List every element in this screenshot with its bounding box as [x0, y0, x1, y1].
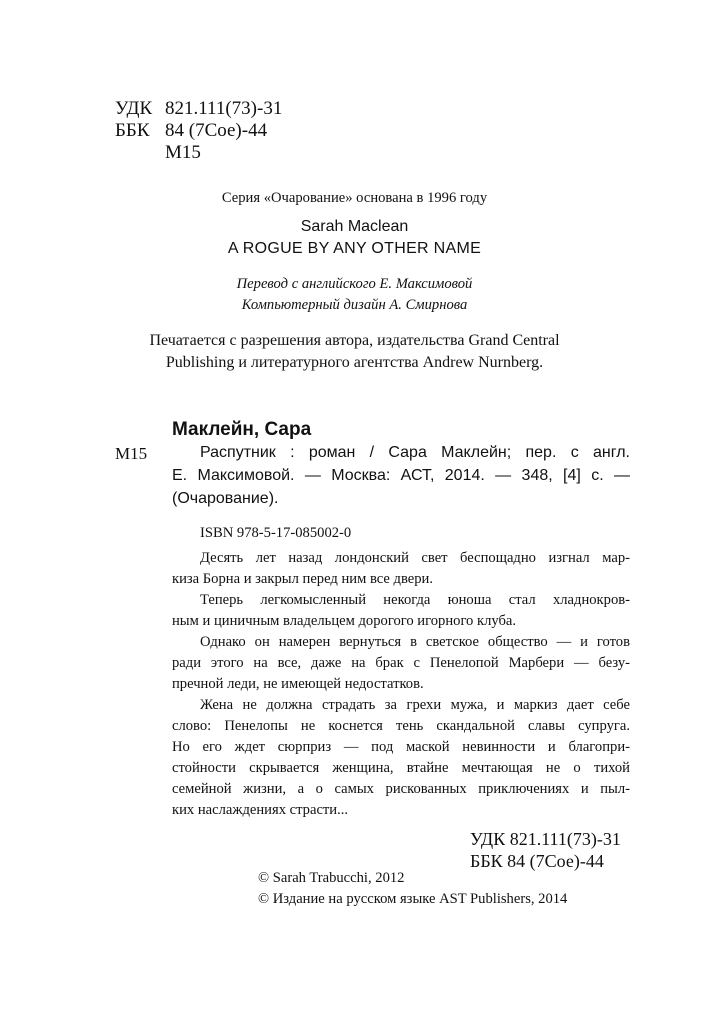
- annotation-line: ради этого на все, даже на брак с Пенелопой Марбери — безу-: [172, 655, 630, 671]
- bottom-bbk: ББК 84 (7Сое)-44: [470, 851, 604, 871]
- copyright-line-2: © Издание на русском языке AST Publishers, 2014: [258, 891, 568, 907]
- annotation-line: ным и циничным владельцем дорогого игорного клуба.: [172, 613, 517, 629]
- bbk-label: ББК: [115, 120, 150, 141]
- translator-credit: Перевод с английского Е. Максимовой: [236, 276, 473, 292]
- author-sign: М15: [165, 142, 201, 163]
- catalog-entry-line-1: Распутник : роман / Сара Маклейн; пер. с англ.: [200, 444, 630, 461]
- annotation-line: слово: Пенелопы не коснется тень скандальной славы супруга.: [172, 718, 630, 734]
- annotation-line: стойности скрывается женщина, втайне мечтающая не о тихой: [172, 760, 630, 776]
- catalog-heading: Маклейн, Сара: [172, 419, 312, 440]
- catalog-entry-line-2: Е. Максимовой. — Москва: АСТ, 2014. — 348, [4] с. —: [172, 467, 630, 484]
- udk-label: УДК: [115, 98, 153, 119]
- original-title: A ROGUE BY ANY OTHER NAME: [227, 240, 482, 257]
- bottom-udk: УДК 821.111(73)-31: [470, 829, 621, 849]
- udk-code: 821.111(73)-31: [165, 98, 283, 119]
- annotation-line: Теперь легкомысленный некогда юноша стал хладнокров-: [200, 592, 630, 608]
- permission-line-1: Печатается с разрешения автора, издательства Grand Central: [149, 332, 560, 349]
- bbk-code: 84 (7Сое)-44: [165, 120, 268, 141]
- permission-line-2: Publishing и литературного агентства Andrew Nurnberg.: [165, 354, 544, 371]
- annotation-line: семейной жизни, а о самых рискованных приключениях и пыл-: [172, 781, 630, 797]
- isbn: ISBN 978-5-17-085002-0: [200, 525, 352, 541]
- annotation-line: Десять лет назад лондонский свет беспощадно изгнал мар-: [200, 550, 630, 566]
- annotation-line: Однако он намерен вернуться в светское общество — и готов: [200, 634, 630, 650]
- catalog-entry-line-3: (Очарование).: [172, 490, 279, 507]
- copyright-line-1: © Sarah Trabucchi, 2012: [258, 870, 405, 886]
- annotation-line: ких наслаждениях страсти...: [172, 802, 349, 818]
- annotation-line: киза Борна и закрыл перед ним все двери.: [172, 571, 434, 587]
- annotation-line: Жена не должна страдать за грехи мужа, и маркиз дает себе: [200, 697, 630, 713]
- series-line: Серия «Очарование» основана в 1996 году: [221, 190, 488, 206]
- annotation-line: пречной леди, не имеющей недостатков.: [172, 676, 424, 692]
- annotation-line: Но его ждет сюрприз — под маской невинности и благопри-: [172, 739, 630, 755]
- catalog-sign: М15: [115, 444, 148, 463]
- design-credit: Компьютерный дизайн А. Смирнова: [241, 297, 468, 313]
- original-author: Sarah Maclean: [300, 218, 409, 235]
